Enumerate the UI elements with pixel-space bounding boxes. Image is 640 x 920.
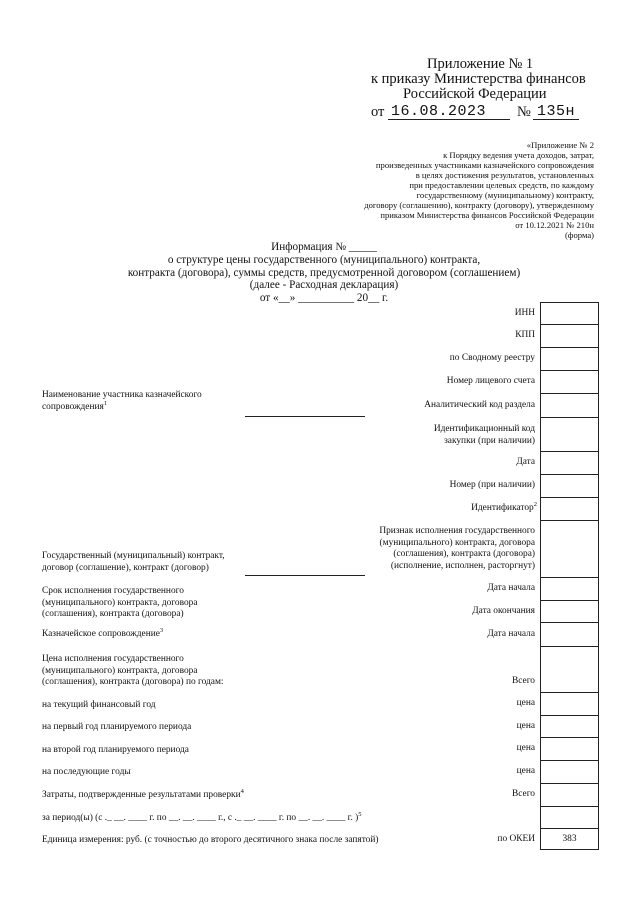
- grid-line: [540, 715, 599, 716]
- execution-status-label: Признак исполнения государственного (муниципального) контракта, договора (соглашения), контракта (договора) (исполнение, исполнен, расторгнут): [379, 526, 535, 571]
- grid-line: [540, 622, 599, 623]
- term-label: Срок исполнения государственного (муниципального) контракта, договора (соглашения), контракта (договора): [42, 586, 198, 619]
- number-underline: [533, 119, 579, 120]
- total-label: Всего: [512, 676, 535, 686]
- number-label: Номер (при наличии): [449, 480, 535, 490]
- grid-line: [540, 393, 599, 394]
- purchase-id-label: Идентификационный код закупки (при наличии): [433, 424, 535, 446]
- price-first-label: цена: [516, 721, 535, 731]
- account-label: Номер лицевого счета: [446, 376, 535, 386]
- grid-line: [540, 737, 599, 738]
- costs-label: Затраты, подтвержденные результатами проверки$^4$: [42, 787, 244, 800]
- grid-line: [540, 849, 599, 850]
- treasury-label: Казначейское сопровождение$^3$: [42, 626, 164, 639]
- end-date-label: Дата окончания: [472, 606, 535, 616]
- order-number: 135н: [537, 103, 576, 120]
- second-year-label: на второй год планируемого периода: [42, 745, 189, 755]
- registry-label: по Сводному реестру: [449, 353, 535, 363]
- appendix-title: Приложение № 1: [427, 56, 534, 72]
- participant-field[interactable]: [245, 416, 365, 417]
- first-year-label: на первый год планируемого периода: [42, 722, 192, 732]
- grid-line: [540, 474, 599, 475]
- grid-line: [540, 497, 599, 498]
- okei-code: 383: [562, 834, 577, 844]
- unit-label: Единица измерения: руб. (с точностью до второго десятичного знака после запятой): [42, 835, 379, 845]
- participant-label: Наименование участника казначейского сопровождения$^1$: [42, 390, 202, 412]
- grid-line: [540, 302, 599, 303]
- identifier-label: Идентификатор$^2$: [471, 500, 537, 513]
- grid-line: [540, 600, 599, 601]
- note-block: «Приложение № 2 к Порядку ведения учета доходов, затрат, произведенных участниками казначейского сопровождения в целях достижения результатов, установленных при предоставлении целевых средств, по каждому государственному (муниципальному) контракту, договору (соглашению), контракту (договору), утвержденному приказом Министерства финансов Российской Федерации от 10.12.2021 № 210н (форма): [364, 140, 594, 240]
- grid-left-border: [540, 302, 541, 849]
- grid-line: [540, 646, 599, 647]
- current-year-label: на текущий финансовый год: [42, 700, 156, 710]
- contract-field[interactable]: [245, 575, 365, 576]
- price-second-label: цена: [516, 743, 535, 753]
- grid-line: [540, 783, 599, 784]
- grid-right-border: [598, 302, 599, 849]
- order-date: 16.08.2023: [391, 103, 487, 120]
- grid-line: [540, 577, 599, 578]
- inn-label: ИНН: [514, 308, 535, 318]
- grid-line: [540, 828, 599, 829]
- grid-line: [540, 370, 599, 371]
- date-underline: [388, 119, 510, 120]
- price-by-years-label: Цена исполнения государственного (муниципального) контракта, договора (соглашения), контракта (договора) по годам:: [42, 654, 224, 687]
- grid-line: [540, 692, 599, 693]
- order-line: к приказу Министерства финансов: [371, 71, 586, 87]
- grid-line: [540, 760, 599, 761]
- number-prefix: №: [517, 104, 531, 120]
- section-code-label: Аналитический код раздела: [424, 400, 535, 410]
- grid-line: [540, 520, 599, 521]
- period-label: за период(ы) (с ._ __. ____ г. по __. __. ____ г., с ._ __. ____ г. по __. __. ____ г. )$^5$: [42, 810, 362, 823]
- price-current-label: цена: [516, 698, 535, 708]
- price-next-label: цена: [516, 766, 535, 776]
- date-label: Дата: [516, 457, 535, 467]
- form-title: Информация № _____ о структуре цены государственного (муниципального) контракта, контракта (договора), суммы средств, предусмотренной договором (соглашением) (далее - Расходная декларация) от «__» __________ 20__ г.: [127, 241, 521, 305]
- federation-line: Российской Федерации: [403, 86, 547, 102]
- costs-total-label: Всего: [512, 789, 535, 799]
- grid-line: [540, 417, 599, 418]
- start-date-label: Дата начала: [487, 583, 535, 593]
- grid-line: [540, 451, 599, 452]
- okei-label: по ОКЕИ: [497, 834, 535, 844]
- grid-line: [540, 347, 599, 348]
- grid-line: [540, 324, 599, 325]
- start-date-2-label: Дата начала: [487, 629, 535, 639]
- kpp-label: КПП: [515, 330, 535, 340]
- date-prefix: от: [371, 104, 385, 120]
- contract-label: Государственный (муниципальный) контракт, договор (соглашение), контракт (договор): [42, 551, 225, 573]
- grid-line: [540, 806, 599, 807]
- next-years-label: на последующие годы: [42, 767, 131, 777]
